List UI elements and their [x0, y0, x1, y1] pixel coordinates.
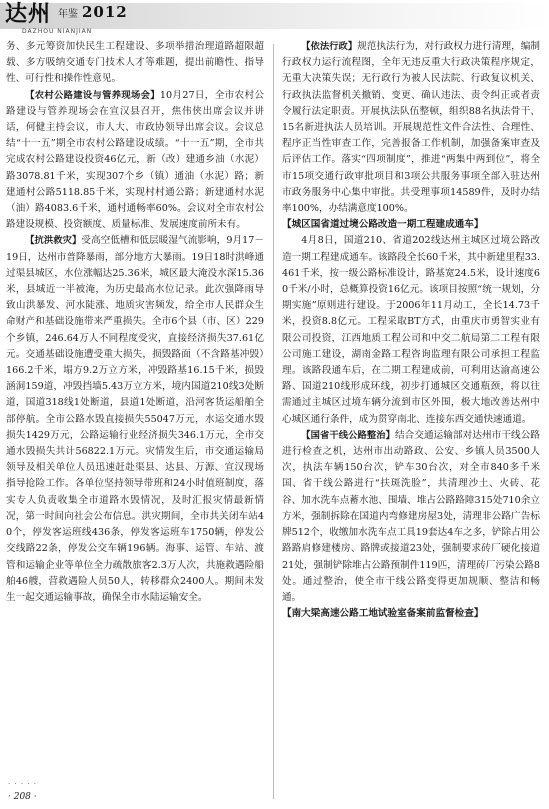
- page-number: · 208 ·: [8, 792, 37, 802]
- section-rural-road-meeting: [6, 88, 264, 234]
- left-column: [6, 39, 264, 606]
- footer-dots: · · · · ·: [8, 780, 38, 788]
- section-text: 结合交通运输部对达州市干线公路进行检查之机，达州市出动路政、公安、乡镇人员3500人次，执法车辆150台次，铲车30台次，对全市840多千米国、省干线公路进行“扶斑洗脸”，共清理沙土、火砖、花谷、加水洗车点蓄水池、围墙、堆占公路路障315处710余立方米，强制拆除在国道内弯修建房屋3处，清理非公路广告标牌512个，收缴加水洗车点工具19套达4车之多，铲除占用公路路肩修建楼房、路牌或接道23处，强制要求砖厂硬化接道21处，强制铲除堆占公路预制件119匹，清理砖厂污染公路8处。通过整治，使全市干线公路变得更加规顺、整洁和畅通。: [282, 429, 540, 603]
- section-keyword: 【抗洪救灾】: [25, 235, 82, 247]
- header-subtitle: 年鉴: [58, 9, 78, 20]
- running-header: [0, 0, 549, 40]
- header-pinyin: DAZHOU NIANJIAN: [22, 28, 93, 35]
- header-title: 达州: [5, 2, 52, 27]
- section-heading-lab-inspection: 【南大梁高速公路工地试验室备案前监督检查】: [282, 608, 484, 620]
- section-law-administration: [282, 39, 540, 217]
- column-divider: [273, 44, 274, 799]
- section-bypass-road-text: 4月8日，国道210、省道202线达州主城区过境公路改造一期工程建成通车。该路段全长60千米，其中新建里程33.461千米，按一级公路标准设计，路基宽24.5米，设计速度60千米/小时，总概算投资16亿元。该项目按照“统一规划，分期实施”原则进行建设。于2006年11月动工，全长14.73千米，投资8.8亿元。工程采取BT方式，由重庆市勇智实业有限公司投资，江西地质工程公司和中交二航局第二工程有限公司施工建设，湖南金路工程咨询监理有限公司承担工程监理。该路段通车后，在二期工程建成前，可利用达渝高速公路、国道210线形成环线，初步打通城区交通瓶颈，将以往需通过主城区过境车辆分流到市区外围，极大地改善达州中心城区通行条件，成为贯穿南北、连接东西交通快速通道。: [282, 235, 540, 425]
- section-text: 受高空低槽和低层暖湿气流影响，9月17－19日，达州市普降暴雨，部分地方大暴雨。19日18时洪峰通过渠县城区，水位涨幅达25.36米，城区最大淹没水深15.36米，县城近一半被淹，为历史最高水位记录。此次强降雨导致山洪暴发、河水陡涨、地质灾害频发，给全市人民群众生命财产和基础设施带来严重损失。全市6个县（市、区）229个乡镇，246.64万人不同程度受灾，直接经济损失37.61亿元。交通基础设施遭受重大损失，损毁路面（不含路基冲毁）166.2千米，塌方9.2万立方米，冲毁路基16.15千米，损毁涵洞159道，冲毁挡墙5.43万立方米，境内国道210线3处断道，国道318线1处断道，县道1处断道，沿河客货运船舶全部停航。全市公路水毁直接损失55047万元，水运交通水毁损失1429万元，公路运输行业经济损失346.1万元，全市交通水毁损失共计56822.1万元。灾情发生后，市交通运输局领导及相关单位人员迅速赶赴渠县、达县、万源、宣汉现场指导抢险工作。各单位坚持领导带班和24小时值班制度，落实专人负责收集全市道路水毁情况，及时汇报灾情最新情况，第一时间向社会公布信息。洪灾期间，全市共关闭车站40个，停发客运班线436条，停发客运班车1750辆，停发公交线路22条，停发公交车辆196辆。海事、运管、车站、渡管和运输企业等单位全力疏散旅客2.3万人次，共施救遇险船舶46艘，营救遇险人员50人，转移群众2400人。期间未发生一起交通运输事故，确保全市水陆运输安全。: [6, 235, 264, 603]
- section-keyword: 【国省干线公路整治】: [301, 429, 395, 441]
- paragraph-continued: 务、多元筹资加快民生工程建设、多项举措治理道路超限超载、多方吸纳交通专门技术人才等难题，提出前瞻性、指导性、可行性和操作性意见。: [6, 41, 264, 85]
- section-flood-relief: [6, 233, 264, 606]
- section-trunk-road-rectification: [282, 428, 540, 606]
- right-column: [282, 39, 540, 622]
- section-text: 规范执法行为，对行政权力进行清理，编制行政权力运行流程图，全年无违反重大行政决策程序规定，无重大决策失误；无行政行为被人民法院、行政复议机关、行政执法监督机关撤销、变更、确认违法、责令纠正或者责令履行法定职责。开展执法队伍整顿，组织88名执法骨干、15名新进执法人员培训。开展规范性文件合法性、合理性、程序正当性审查工作，完善报备工作机制，加强备案审查及后评估工作。落实“四项制度”，推进“两集中两到位”，将全市15项交通行政审批项目和3项公共服务事项全部入驻达州市政务服务中心集中审批。共受理事项14589件，及时办结率100%，办结满意度100%。: [282, 41, 540, 215]
- header-year: 2012: [82, 3, 128, 21]
- section-text: 10月27日，全市农村公路建设与管养现场会在宣汉县召开，焦伟侠出席会议并讲话，何健主持会议，市人大、市政协领导出席会议。会议总结“十一五”期全市农村公路建设成绩。“十一五”期，全市共完成农村公路建设投资46亿元，新（改）建通乡油（水泥）路3078.81千米，实现307个乡（镇）通油（水泥）路；新建通村公路5118.85千米，实现村村通公路；新建通村水泥（油）路4083.6千米，通村通畅率60%。会议对全市农村公路建设规模、投资额度、质量标准、发展速度前所未有。: [6, 89, 264, 231]
- section-keyword: 【农村公路建设与管养现场会】: [25, 89, 160, 101]
- section-keyword: 【依法行政】: [301, 41, 358, 52]
- section-heading-bypass-road: 【城区国省道过境公路改造一期工程建成通车】: [282, 219, 484, 231]
